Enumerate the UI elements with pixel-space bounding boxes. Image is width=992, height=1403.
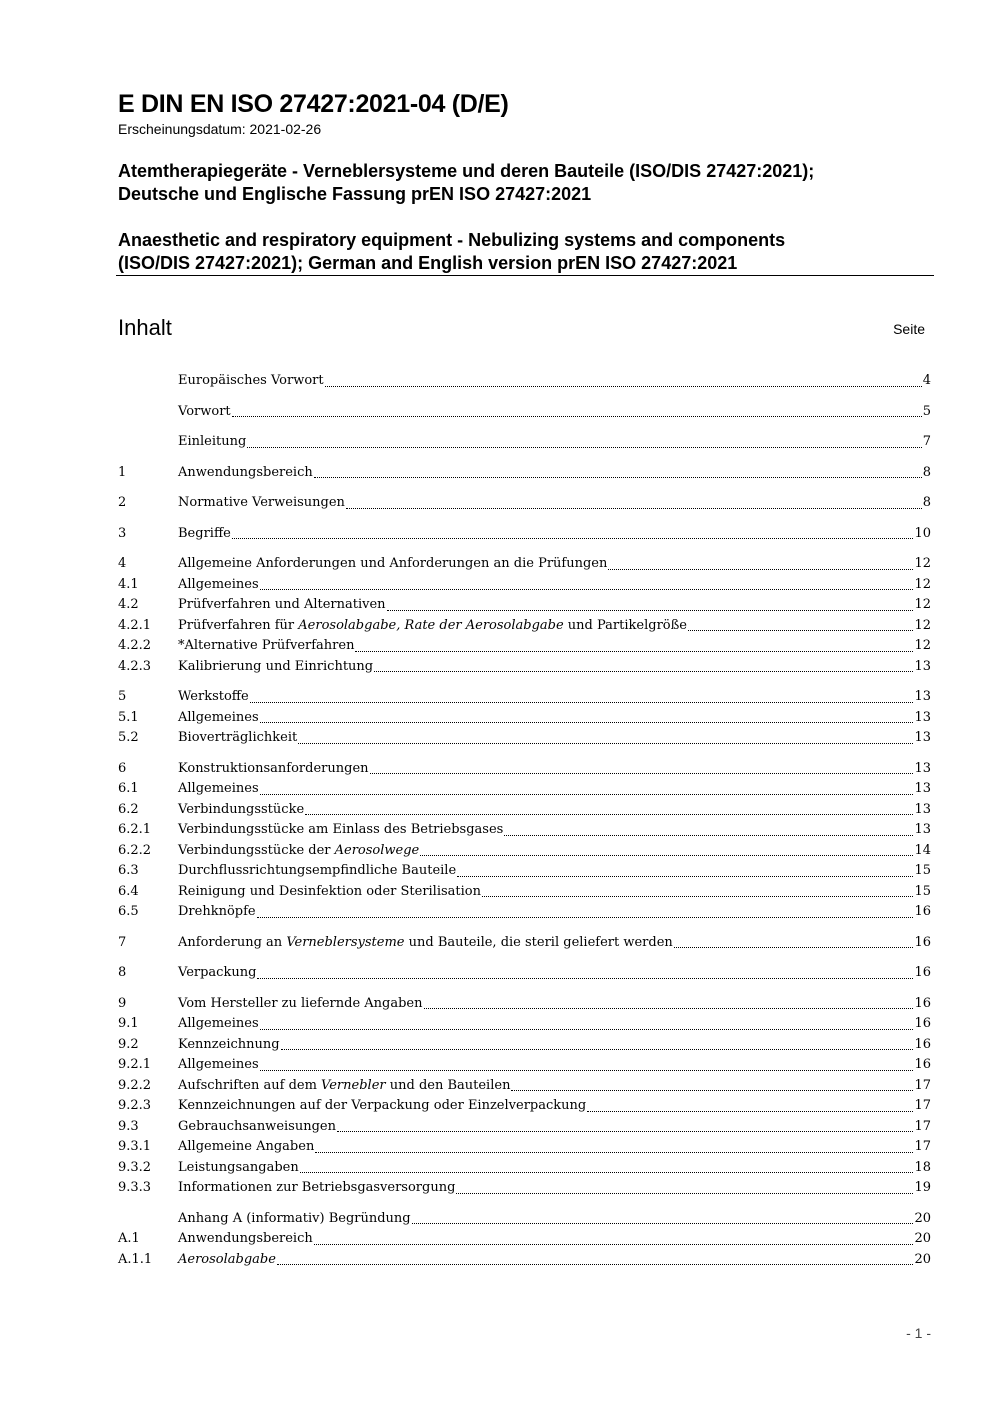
toc-entry[interactable] <box>118 1014 931 1035</box>
toc-leader-dots <box>482 895 913 897</box>
toc-entry-page: 8 <box>922 495 931 510</box>
toc-entry-page: 12 <box>914 597 931 612</box>
toc-leader-dots <box>257 977 913 979</box>
toc-entry[interactable] <box>118 595 931 616</box>
toc-entry-number: 1 <box>118 464 127 480</box>
toc-entry-label: Konstruktionsanforderungen <box>178 760 369 776</box>
toc-entry[interactable] <box>118 616 931 637</box>
toc-entry-number: A.1.1 <box>118 1251 153 1267</box>
toc-entry-page: 16 <box>914 904 931 919</box>
toc-entry[interactable] <box>118 1250 931 1271</box>
toc-entry[interactable] <box>118 820 931 841</box>
toc-entry-page: 13 <box>914 781 931 796</box>
toc-entry-number: 6.2.1 <box>118 822 152 837</box>
toc-leader-dots <box>300 1171 914 1173</box>
toc-entry-page: 7 <box>922 434 931 449</box>
toc-entry[interactable] <box>118 759 931 780</box>
toc-leader-dots <box>674 946 914 948</box>
toc-entry[interactable] <box>118 1209 931 1230</box>
toc-entry-number: 9.1 <box>118 1016 139 1031</box>
toc-entry-label: Aerosolabgabe <box>178 1251 276 1267</box>
toc-leader-dots <box>370 772 914 774</box>
toc-entry-page: 13 <box>914 658 931 674</box>
toc-entry-number: 6.2.2 <box>118 842 152 858</box>
toc-entry-page: 13 <box>914 709 931 725</box>
toc-entry-label: Reinigung und Desinfektion oder Sterilisation <box>178 883 482 899</box>
toc-entry-page: 17 <box>914 1077 931 1093</box>
toc-entry-page: 20 <box>914 1210 931 1226</box>
toc-leader-dots <box>260 1069 914 1071</box>
toc-entry-label: Verbindungsstücke <box>178 801 305 817</box>
toc-entry-label: Prüfverfahren und Alternativen <box>178 597 386 612</box>
toc-entry-label: Gebrauchsanweisungen <box>178 1118 336 1134</box>
toc-entry-page: 14 <box>914 842 931 858</box>
toc-leader-dots <box>456 1192 913 1194</box>
toc-entry-label: Anhang A (informativ) Begründung <box>178 1210 411 1226</box>
toc-entry-number: 5.2 <box>118 730 139 745</box>
toc-entry-page: 17 <box>914 1118 931 1134</box>
toc-entry[interactable] <box>118 933 931 954</box>
toc-leader-dots <box>346 507 922 509</box>
toc-entry-number: 5 <box>118 689 127 704</box>
toc-entry-number: 4.1 <box>118 576 139 592</box>
toc-leader-dots <box>232 415 922 417</box>
toc-entry-label: Kennzeichnungen auf der Verpackung oder Einzelverpackung <box>178 1098 587 1113</box>
toc-entry-number: 6.3 <box>118 863 139 878</box>
toc-entry[interactable] <box>118 575 931 596</box>
toc-entry[interactable] <box>118 1137 931 1158</box>
toc-entry-number: 9.3.1 <box>118 1139 152 1154</box>
toc-entry-number: 6.4 <box>118 883 139 899</box>
toc-entry-label: Allgemeines <box>178 576 259 592</box>
toc-entry-label: Anwendungsbereich <box>178 1231 313 1246</box>
toc-leader-dots <box>424 1007 914 1009</box>
toc-leader-dots <box>260 793 914 795</box>
page-number: - 1 - <box>906 1325 931 1341</box>
toc-entry-page: 13 <box>914 730 931 745</box>
toc-entry-page: 12 <box>914 576 931 592</box>
toc-entry-label: Bioverträglichkeit <box>178 730 298 745</box>
toc-entry-label: Allgemeines <box>178 1016 259 1031</box>
toc-entry[interactable] <box>118 861 931 882</box>
title-english-line-2: (ISO/DIS 27427:2021); German and English version prEN ISO 27427:2021 <box>118 253 738 273</box>
toc-leader-dots <box>247 446 921 448</box>
toc-entry-number: 9.2.2 <box>118 1077 152 1093</box>
title-english-line-1: Anaesthetic and respiratory equipment - Nebulizing systems and components <box>118 230 786 250</box>
header-divider <box>116 275 934 276</box>
toc-entry-number: 5.1 <box>118 709 139 725</box>
toc-entry-number: 6.5 <box>118 904 139 919</box>
toc-entry-label: Vom Hersteller zu liefernde Angaben <box>178 995 423 1011</box>
toc-entry[interactable] <box>118 779 931 800</box>
toc-leader-dots <box>457 875 913 877</box>
toc-entry[interactable] <box>118 882 931 903</box>
toc-entry[interactable] <box>118 1035 931 1056</box>
toc-entry-page: 13 <box>914 801 931 817</box>
toc-entry-number: 3 <box>118 525 127 541</box>
toc-entry[interactable] <box>118 963 931 984</box>
toc-entry-number: 9.3.2 <box>118 1159 152 1175</box>
toc-entry[interactable] <box>118 902 931 923</box>
toc-entry-page: 16 <box>914 1057 931 1072</box>
toc-leader-dots <box>281 1048 914 1050</box>
toc-leader-dots <box>608 568 913 570</box>
toc-entry[interactable] <box>118 371 931 392</box>
toc-leader-dots <box>305 813 913 815</box>
toc-entry-page: 13 <box>914 689 931 704</box>
toc-leader-dots <box>355 650 913 652</box>
toc-entry-page: 20 <box>914 1251 931 1267</box>
toc-entry-page: 13 <box>914 760 931 776</box>
toc-entry-label: Anforderung an Verneblersysteme und Bauteile, die steril geliefert werden <box>178 934 673 950</box>
toc-entry-number: 6.2 <box>118 801 139 817</box>
toc-entry[interactable] <box>118 1178 931 1199</box>
toc-entry-page: 20 <box>914 1231 931 1246</box>
toc-leader-dots <box>250 701 914 703</box>
toc-leader-dots <box>277 1263 914 1265</box>
title-german-line-1: Atemtherapiegeräte - Verneblersysteme und deren Bauteile (ISO/DIS 27427:2021); <box>118 161 815 181</box>
toc-leader-dots <box>232 537 914 539</box>
toc-entry[interactable] <box>118 800 931 821</box>
toc-entry[interactable] <box>118 432 931 453</box>
toc-entry[interactable] <box>118 636 931 657</box>
toc-entry[interactable] <box>118 493 931 514</box>
toc-entry[interactable] <box>118 841 931 862</box>
toc-entry-page: 15 <box>914 883 931 899</box>
toc-leader-dots <box>260 1028 914 1030</box>
toc-entry[interactable] <box>118 463 931 484</box>
toc-entry-page: 12 <box>914 638 931 653</box>
toc-entry[interactable] <box>118 1117 931 1138</box>
toc-leader-dots <box>374 670 913 672</box>
toc-entry-number: 2 <box>118 495 127 510</box>
toc-entry-label: Prüfverfahren für Aerosolabgabe, Rate der Aerosolabgabe und Partikelgröße <box>178 617 687 633</box>
toc-entry-page: 16 <box>914 1036 931 1052</box>
title-german <box>118 160 814 206</box>
toc-entry[interactable] <box>118 687 931 708</box>
toc-entry-label: Normative Verweisungen <box>178 495 345 510</box>
toc-entry-label: *Alternative Prüfverfahren <box>178 638 355 653</box>
toc-entry-label: Vorwort <box>178 403 231 419</box>
toc-entry[interactable] <box>118 708 931 729</box>
toc-entry-label: Informationen zur Betriebsgasversorgung <box>178 1180 456 1195</box>
toc-entry-label: Begriffe <box>178 525 231 541</box>
toc-entry-page: 16 <box>914 934 931 950</box>
toc-entry-page: 12 <box>914 556 931 571</box>
toc-entry-label: Allgemeine Anforderungen und Anforderungen an die Prüfungen <box>178 556 608 571</box>
toc-entry-number: 9.3 <box>118 1118 139 1134</box>
toc-entry-page: 17 <box>914 1098 931 1113</box>
toc-leader-dots <box>257 916 914 918</box>
toc-leader-dots <box>314 476 922 478</box>
toc-entry-label: Verbindungsstücke am Einlass des Betriebsgases <box>178 822 504 837</box>
toc-entry-page: 12 <box>914 617 931 633</box>
toc-entry-page: 17 <box>914 1139 931 1154</box>
toc-entry-label: Einleitung <box>178 434 247 449</box>
toc-entry-label: Anwendungsbereich <box>178 464 313 480</box>
toc-leader-dots <box>260 588 914 590</box>
toc-entry-number: 4.2.3 <box>118 658 152 674</box>
toc-entry-number: 9.2 <box>118 1036 139 1052</box>
toc-leader-dots <box>511 1089 913 1091</box>
toc-entry-label: Allgemeines <box>178 1057 259 1072</box>
toc-entry-label: Allgemeines <box>178 709 259 725</box>
toc-leader-dots <box>260 721 914 723</box>
toc-entry-label: Verpackung <box>178 965 257 980</box>
toc-entry-page: 16 <box>914 1016 931 1031</box>
document-id: E DIN EN ISO 27427:2021-04 (D/E) <box>118 90 509 118</box>
toc-entry-number: 9.3.3 <box>118 1180 152 1195</box>
toc-entry-label: Kennzeichnung <box>178 1036 280 1052</box>
toc-leader-dots <box>420 854 913 856</box>
title-english <box>118 229 785 275</box>
toc-entry[interactable] <box>118 554 931 575</box>
toc-leader-dots <box>325 385 922 387</box>
toc-entry-number: 6.1 <box>118 781 139 796</box>
toc-entry-number: A.1 <box>118 1231 140 1246</box>
toc-entry[interactable] <box>118 402 931 423</box>
toc-heading: Inhalt <box>118 315 172 340</box>
toc-entry[interactable] <box>118 1055 931 1076</box>
toc-leader-dots <box>298 742 913 744</box>
toc-entry-label: Allgemeines <box>178 781 259 796</box>
toc-entry-label: Werkstoffe <box>178 689 249 704</box>
toc-entry-page: 8 <box>922 464 931 480</box>
toc-entry-number: 4 <box>118 556 127 571</box>
toc-entry-number: 4.2 <box>118 597 139 612</box>
toc-entry-number: 9 <box>118 995 127 1011</box>
toc-entry[interactable] <box>118 728 931 749</box>
toc-entry-page: 15 <box>914 863 931 878</box>
toc-entry[interactable] <box>118 1096 931 1117</box>
toc-entry-label: Leistungsangaben <box>178 1159 299 1175</box>
toc-page-column-label: Seite <box>893 321 925 337</box>
toc-entry[interactable] <box>118 524 931 545</box>
toc-entry[interactable] <box>118 1229 931 1250</box>
toc-entry-page: 16 <box>914 965 931 980</box>
toc-leader-dots <box>387 609 914 611</box>
toc-entry-number: 8 <box>118 965 127 980</box>
toc-entry-label: Kalibrierung und Einrichtung <box>178 658 374 674</box>
toc-leader-dots <box>587 1110 913 1112</box>
toc-entry[interactable] <box>118 1076 931 1097</box>
toc-entry-number: 4.2.1 <box>118 617 152 633</box>
toc-leader-dots <box>337 1130 913 1132</box>
toc-entry-label: Drehknöpfe <box>178 904 256 919</box>
toc-leader-dots <box>688 629 913 631</box>
toc-entry-label: Verbindungsstücke der Aerosolwege <box>178 842 420 858</box>
toc-entry-label: Durchflussrichtungsempfindliche Bauteile <box>178 863 457 878</box>
toc-entry-number: 7 <box>118 934 127 950</box>
toc-entry-page: 5 <box>922 403 931 419</box>
toc-entry-page: 16 <box>914 995 931 1011</box>
toc-leader-dots <box>315 1151 913 1153</box>
publication-date: Erscheinungsdatum: 2021-02-26 <box>118 121 322 137</box>
toc-entry-page: 4 <box>922 373 931 388</box>
toc-entry-number: 4.2.2 <box>118 638 152 653</box>
title-german-line-2: Deutsche und Englische Fassung prEN ISO 27427:2021 <box>118 184 592 204</box>
toc-entry-page: 10 <box>914 525 931 541</box>
toc-entry-page: 13 <box>914 822 931 837</box>
toc-entry-label: Europäisches Vorwort <box>178 373 324 388</box>
toc-leader-dots <box>504 834 913 836</box>
toc-entry-number: 9.2.1 <box>118 1057 152 1072</box>
toc-entry[interactable] <box>118 994 931 1015</box>
toc-entry-number: 9.2.3 <box>118 1098 152 1113</box>
toc-leader-dots <box>412 1222 914 1224</box>
toc-entry[interactable] <box>118 1158 931 1179</box>
toc-entry-page: 19 <box>914 1180 931 1195</box>
toc-entry-label: Aufschriften auf dem Vernebler und den Bauteilen <box>178 1077 511 1093</box>
toc-entry-label: Allgemeine Angaben <box>178 1139 315 1154</box>
toc-entry-page: 18 <box>914 1159 931 1175</box>
toc-leader-dots <box>314 1243 914 1245</box>
toc-entry[interactable] <box>118 657 931 678</box>
table-of-contents <box>118 371 931 1270</box>
toc-entry-number: 6 <box>118 760 127 776</box>
